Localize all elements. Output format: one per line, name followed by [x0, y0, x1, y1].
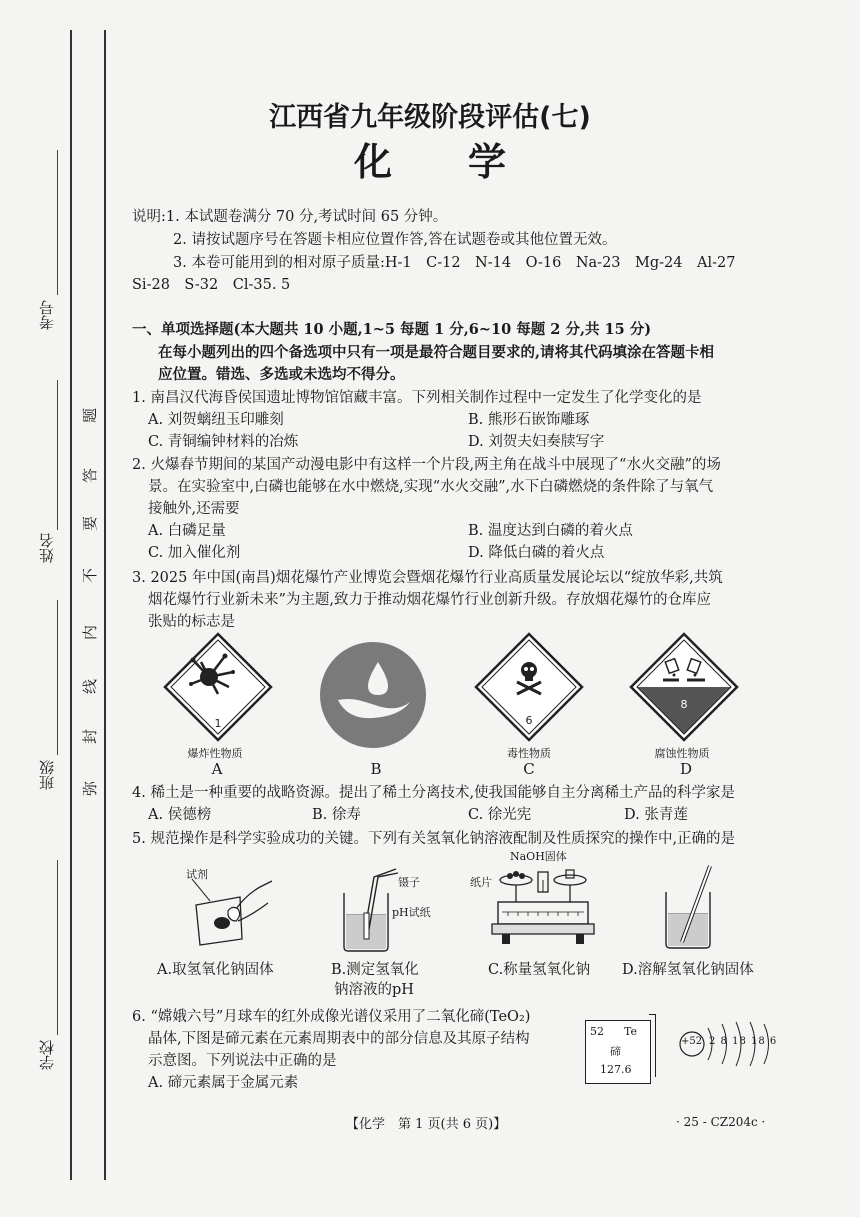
dissolve-figure-icon [660, 862, 720, 952]
question-stem: 2. 火爆春节期间的某国产动漫电影中有这样一个片段,两主角在战斗中展现了“水火交融”的场 [132, 457, 721, 473]
option-a: A. 碲元素属于金属元素 [148, 1075, 299, 1091]
side-label-name: 姓名 [38, 533, 56, 563]
question-stem: 景。在实验室中,白磷也能够在水中燃烧,实现“水火交融”,水下白磷燃烧的条件除了与氧气 [148, 479, 714, 495]
sign-letter: B [370, 760, 382, 778]
seal-char: 要 [81, 515, 100, 532]
lab-caption: C.称量氢氧化钠 [488, 962, 591, 978]
binding-line-outer [70, 30, 72, 1180]
question-stem: 5. 规范操作是科学实验成功的关键。下列有关氢氧化钠溶液配制及性质探究的操作中,正确的是 [132, 831, 736, 847]
sign-number: 6 [525, 714, 533, 727]
instruction-line: 2. 请按试题序号在答题卡相应位置作答,答在试题卷或其他位置无效。 [173, 232, 617, 248]
sign-letter: D [679, 760, 693, 778]
reagent-label: 试剂 [186, 868, 208, 881]
explosive-sign-icon [163, 632, 273, 742]
option-b: B. 徐寿 [312, 807, 361, 823]
instruction-line: 3. 本卷可能用到的相对原子质量:H-1 C-12 N-14 O-16 Na-23 Mg-24 Al-27 [173, 255, 736, 271]
sign-caption: 毒性物质 [507, 747, 551, 760]
side-label-school: 学校 [38, 1040, 56, 1070]
round-drop-sign-icon [318, 640, 428, 750]
side-label-class: 班级 [38, 760, 56, 790]
seal-char: 不 [81, 567, 100, 584]
option-a: A. 白磷足量 [148, 523, 226, 539]
section-note: 在每小题列出的四个备选项中只有一项是最符合题目要求的,请将其代码填涂在答题卡相 [158, 344, 715, 361]
section-note: 应位置。错选、多选或未选均不得分。 [158, 366, 405, 383]
question-stem: 张贴的标志是 [148, 614, 235, 630]
exam-title: 江西省九年级阶段评估(七) [269, 102, 591, 133]
naoh-solid-label: NaOH固体 [510, 850, 567, 863]
atom-nucleus: +52 [681, 1036, 703, 1047]
seal-char: 封 [81, 728, 100, 745]
atomic-number: 52 [590, 1025, 604, 1038]
option-b: B. 温度达到白磷的着火点 [468, 523, 633, 539]
toxic-sign-icon [474, 632, 584, 742]
lab-caption: B.测定氢氧化 [331, 962, 419, 978]
option-d: D. 降低白磷的着火点 [468, 545, 605, 561]
school-line [57, 860, 58, 1035]
lab-caption: A.取氢氧化钠固体 [157, 962, 274, 978]
atomic-mass: 127.6 [600, 1063, 632, 1076]
option-c: C. 徐光宪 [468, 807, 532, 823]
sign-letter: C [523, 760, 535, 778]
question-stem: 接触外,还需要 [148, 501, 240, 517]
instruction-line: Si-28 S-32 Cl-35. 5 [132, 277, 291, 293]
class-line [57, 600, 58, 755]
seal-char: 线 [81, 678, 100, 695]
corrosive-sign-icon [629, 632, 739, 742]
sign-number: 1 [214, 717, 222, 730]
balance-figure-icon [488, 860, 598, 952]
element-cell-depth [649, 1014, 656, 1077]
ph-test-figure-icon [334, 865, 400, 955]
seal-char: 题 [81, 407, 100, 424]
question-stem: 4. 稀土是一种重要的战略资源。提出了稀土分离技术,使我国能够自主分离稀土产品的科学家是 [132, 785, 736, 801]
element-name: 碲 [610, 1045, 621, 1058]
seal-char: 弥 [81, 780, 100, 797]
take-solid-figure-icon [180, 875, 280, 955]
ph-paper-label: pH试纸 [392, 906, 431, 919]
question-stem: 1. 南昌汉代海昏侯国遗址博物馆馆藏丰富。下列相关制作过程中一定发生了化学变化的是 [132, 390, 702, 406]
seal-char: 答 [81, 467, 100, 484]
atom-shells: 2 8 18 18 6 [709, 1036, 778, 1047]
question-stem: 6. “嫦娥六号”月球车的红外成像光谱仪采用了二氧化碲(TeO₂) [132, 1009, 531, 1025]
option-c: C. 青铜编钟材料的冶炼 [148, 434, 299, 450]
sign-caption: 腐蚀性物质 [654, 747, 710, 760]
option-a: A. 侯德榜 [148, 807, 212, 823]
paper-label: 纸片 [470, 876, 492, 889]
binding-line-inner [104, 30, 106, 1180]
lab-caption: D.溶解氢氧化钠固体 [622, 962, 754, 978]
question-stem: 烟花爆竹行业新未来”为主题,致力于推动烟花爆竹行业创新升级。存放烟花爆竹的仓库应 [148, 592, 712, 608]
sign-letter: A [211, 760, 223, 778]
paper-code: · 25 - CZ204c · [676, 1115, 766, 1129]
section-heading: 一、单项选择题(本大题共 10 小题,1~5 每题 1 分,6~10 每题 2 分,共 15 分) [132, 321, 652, 338]
tweezers-label: 镊子 [398, 876, 420, 889]
name-line [57, 380, 58, 530]
sign-number: 8 [680, 698, 688, 711]
option-d: D. 张青莲 [624, 807, 688, 823]
option-a: A. 刘贺螭纽玉印雕刻 [148, 412, 284, 428]
element-symbol: Te [624, 1025, 637, 1038]
lab-caption: 钠溶液的pH [334, 982, 414, 998]
side-label-exam-number: 考号 [38, 300, 56, 330]
option-b: B. 熊形石嵌饰雕琢 [468, 412, 590, 428]
option-c: C. 加入催化剂 [148, 545, 241, 561]
instruction-line: 说明:1. 本试题卷满分 70 分,考试时间 65 分钟。 [132, 209, 448, 225]
question-stem: 示意图。下列说法中正确的是 [148, 1053, 337, 1069]
option-d: D. 刘贺夫妇奏牍写字 [468, 434, 605, 450]
page-number: 【化学 第 1 页(共 6 页)】 [346, 1117, 507, 1132]
question-stem: 3. 2025 年中国(南昌)烟花爆竹产业博览会暨烟花爆竹行业高质量发展论坛以“绽放华彩,共筑 [132, 570, 723, 586]
seal-char: 内 [81, 624, 100, 641]
sign-caption: 爆炸性物质 [187, 747, 243, 760]
subject-title: 化 学 [353, 140, 506, 184]
question-stem: 晶体,下图是碲元素在元素周期表中的部分信息及其原子结构 [148, 1031, 530, 1047]
element-cell [585, 1020, 651, 1084]
